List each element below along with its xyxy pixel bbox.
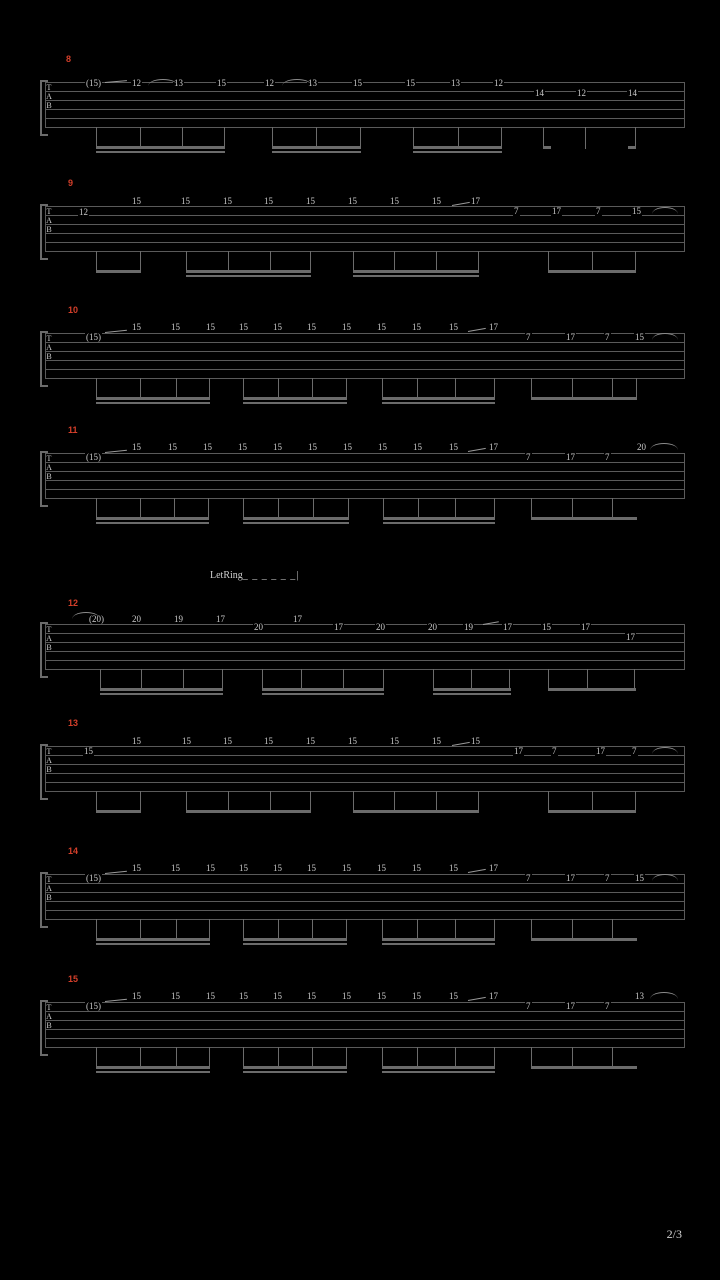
beam bbox=[548, 688, 636, 691]
fret-number: 12 bbox=[494, 78, 503, 88]
fret-number: 15 bbox=[343, 442, 352, 452]
fret-number: 15 bbox=[432, 196, 441, 206]
measure-number: 8 bbox=[66, 54, 72, 64]
beam bbox=[382, 1071, 495, 1073]
fret-number: 15 bbox=[632, 206, 641, 216]
tab-clef-b: B bbox=[46, 765, 52, 774]
tab-staff bbox=[45, 206, 685, 248]
fret-number: 15 bbox=[308, 442, 317, 452]
fret-number: 15 bbox=[471, 736, 480, 746]
staff-line bbox=[45, 651, 685, 652]
fret-number: 15 bbox=[412, 991, 421, 1001]
staff-line bbox=[45, 215, 685, 216]
beam bbox=[243, 397, 347, 400]
beam bbox=[243, 938, 347, 941]
measure-number: 9 bbox=[68, 178, 74, 188]
fret-number: 15 bbox=[264, 736, 273, 746]
fret-number: 14 bbox=[628, 88, 637, 98]
fret-number: 7 bbox=[605, 332, 610, 342]
tab-clef-b: B bbox=[46, 101, 52, 110]
tab-clef-a: A bbox=[46, 884, 52, 893]
tab-clef-a: A bbox=[46, 634, 52, 643]
tab-clef-b: B bbox=[46, 893, 52, 902]
staff-line bbox=[45, 910, 685, 911]
barline bbox=[684, 333, 685, 378]
slur bbox=[72, 612, 100, 619]
beam bbox=[96, 402, 210, 404]
fret-number: 12 bbox=[577, 88, 586, 98]
tab-staff bbox=[45, 746, 685, 788]
beam bbox=[548, 810, 636, 813]
staff-line bbox=[45, 764, 685, 765]
beam bbox=[96, 270, 141, 273]
fret-number: 19 bbox=[464, 622, 473, 632]
fret-number: (20) bbox=[89, 614, 104, 624]
slide-line bbox=[468, 328, 486, 332]
fret-number: 14 bbox=[535, 88, 544, 98]
tab-staff bbox=[45, 874, 685, 916]
fret-number: 20 bbox=[132, 614, 141, 624]
beam bbox=[272, 146, 361, 149]
fret-number: 15 bbox=[390, 196, 399, 206]
let-ring-dashes: _ _ _ _ _ _| bbox=[242, 570, 300, 581]
slur bbox=[148, 79, 178, 86]
fret-number: 12 bbox=[132, 78, 141, 88]
fret-number: 15 bbox=[449, 863, 458, 873]
beam bbox=[243, 402, 347, 404]
beam bbox=[262, 688, 384, 691]
fret-number: 17 bbox=[581, 622, 590, 632]
staff-line bbox=[45, 453, 685, 454]
staff-line bbox=[45, 633, 685, 634]
tab-clef-a: A bbox=[46, 343, 52, 352]
beam bbox=[382, 1066, 495, 1069]
measure-number: 13 bbox=[68, 718, 79, 728]
fret-number: 15 bbox=[353, 78, 362, 88]
beam bbox=[382, 402, 495, 404]
slide-line bbox=[468, 869, 486, 873]
fret-number: 17 bbox=[489, 991, 498, 1001]
fret-number: 20 bbox=[254, 622, 263, 632]
measure-number: 15 bbox=[68, 974, 79, 984]
tab-clef-b: B bbox=[46, 472, 52, 481]
staff-line bbox=[45, 892, 685, 893]
slur bbox=[650, 443, 678, 450]
fret-number: (15) bbox=[86, 1001, 101, 1011]
tab-staff bbox=[45, 333, 685, 375]
fret-number: 15 bbox=[432, 736, 441, 746]
fret-number: 15 bbox=[413, 442, 422, 452]
tab-clef-t: T bbox=[46, 747, 52, 756]
staff-line bbox=[45, 369, 685, 370]
fret-number: 13 bbox=[308, 78, 317, 88]
slur bbox=[652, 333, 678, 340]
fret-number: 15 bbox=[307, 991, 316, 1001]
fret-number: 15 bbox=[377, 863, 386, 873]
slur bbox=[652, 747, 678, 754]
tab-clef-b: B bbox=[46, 352, 52, 361]
staff-line bbox=[45, 100, 685, 101]
fret-number: (15) bbox=[86, 452, 101, 462]
beam bbox=[531, 938, 637, 941]
beam bbox=[243, 1066, 347, 1069]
fret-number: (15) bbox=[86, 78, 101, 88]
fret-number: 7 bbox=[596, 206, 601, 216]
fret-number: 7 bbox=[526, 332, 531, 342]
beam bbox=[531, 517, 637, 520]
tab-clef-b: B bbox=[46, 225, 52, 234]
fret-number: 17 bbox=[489, 442, 498, 452]
staff-line bbox=[45, 91, 685, 92]
beam bbox=[243, 517, 349, 520]
beam bbox=[353, 810, 479, 813]
fret-number: 15 bbox=[132, 322, 141, 332]
beam bbox=[243, 1071, 347, 1073]
fret-number: 15 bbox=[342, 991, 351, 1001]
beam bbox=[413, 151, 502, 153]
fret-number: 15 bbox=[132, 991, 141, 1001]
beam bbox=[272, 151, 361, 153]
fret-number: 7 bbox=[605, 452, 610, 462]
beam bbox=[531, 1066, 637, 1069]
staff-line bbox=[45, 874, 685, 875]
staff-line bbox=[45, 883, 685, 884]
beam bbox=[382, 938, 495, 941]
fret-number: 13 bbox=[635, 991, 644, 1001]
beam bbox=[433, 688, 511, 691]
tab-staff bbox=[45, 453, 685, 495]
staff-line bbox=[45, 1038, 685, 1039]
fret-number: 13 bbox=[451, 78, 460, 88]
tab-clef-t: T bbox=[46, 334, 52, 343]
fret-number: 15 bbox=[449, 442, 458, 452]
fret-number: 15 bbox=[273, 442, 282, 452]
staff-line bbox=[45, 773, 685, 774]
fret-number: 17 bbox=[489, 322, 498, 332]
fret-number: 15 bbox=[635, 873, 644, 883]
beam bbox=[628, 146, 636, 149]
fret-number: 15 bbox=[306, 736, 315, 746]
fret-number: 15 bbox=[168, 442, 177, 452]
fret-number: 20 bbox=[376, 622, 385, 632]
fret-number: 15 bbox=[171, 863, 180, 873]
beam bbox=[96, 943, 210, 945]
slur bbox=[652, 207, 678, 214]
slide-line bbox=[468, 448, 486, 452]
fret-number: 17 bbox=[552, 206, 561, 216]
fret-number: 15 bbox=[206, 863, 215, 873]
staff-line bbox=[45, 118, 685, 119]
fret-number: 15 bbox=[239, 991, 248, 1001]
tab-staff bbox=[45, 1002, 685, 1044]
beam bbox=[382, 943, 495, 945]
beam bbox=[413, 146, 502, 149]
staff-line bbox=[45, 242, 685, 243]
measure-number: 10 bbox=[68, 305, 79, 315]
fret-number: 15 bbox=[348, 736, 357, 746]
slur bbox=[650, 992, 678, 999]
fret-number: 17 bbox=[566, 873, 575, 883]
beam bbox=[383, 522, 495, 524]
barline bbox=[684, 1002, 685, 1047]
fret-number: 7 bbox=[526, 452, 531, 462]
tab-clef-a: A bbox=[46, 216, 52, 225]
fret-number: 15 bbox=[306, 196, 315, 206]
fret-number: 7 bbox=[526, 1001, 531, 1011]
fret-number: 7 bbox=[632, 746, 637, 756]
slur bbox=[282, 79, 312, 86]
beam bbox=[243, 943, 347, 945]
staff-line bbox=[45, 660, 685, 661]
staff-line bbox=[45, 206, 685, 207]
fret-number: 15 bbox=[132, 863, 141, 873]
beam bbox=[531, 397, 637, 400]
fret-number: 15 bbox=[378, 442, 387, 452]
fret-number: 17 bbox=[293, 614, 302, 624]
beam bbox=[543, 146, 551, 149]
fret-number: 15 bbox=[132, 196, 141, 206]
barline bbox=[684, 206, 685, 251]
fret-number: 15 bbox=[217, 78, 226, 88]
fret-number: 15 bbox=[203, 442, 212, 452]
measure-number: 14 bbox=[68, 846, 79, 856]
fret-number: 15 bbox=[342, 863, 351, 873]
let-ring-label bbox=[210, 570, 299, 581]
fret-number: 15 bbox=[206, 991, 215, 1001]
fret-number: 13 bbox=[174, 78, 183, 88]
tab-clef-t: T bbox=[46, 1003, 52, 1012]
fret-number: 15 bbox=[377, 991, 386, 1001]
note-stem bbox=[585, 127, 586, 149]
beam bbox=[382, 397, 495, 400]
beam bbox=[96, 151, 225, 153]
staff-line bbox=[45, 755, 685, 756]
staff-line bbox=[45, 782, 685, 783]
staff-line bbox=[45, 642, 685, 643]
staff-line bbox=[45, 360, 685, 361]
staff-line bbox=[45, 746, 685, 747]
beam bbox=[96, 810, 141, 813]
beam bbox=[353, 270, 479, 273]
staff-line bbox=[45, 1002, 685, 1003]
tab-clef-t: T bbox=[46, 207, 52, 216]
let-ring-text: LetRing bbox=[210, 570, 243, 581]
fret-number: 7 bbox=[514, 206, 519, 216]
staff-line bbox=[45, 462, 685, 463]
staff-line bbox=[45, 333, 685, 334]
staff-line bbox=[45, 378, 685, 379]
fret-number: 17 bbox=[566, 332, 575, 342]
staff-line bbox=[45, 351, 685, 352]
fret-number: 15 bbox=[406, 78, 415, 88]
tab-staff bbox=[45, 82, 685, 124]
fret-number: 7 bbox=[526, 873, 531, 883]
fret-number: 15 bbox=[342, 322, 351, 332]
fret-number: 17 bbox=[566, 452, 575, 462]
fret-number: 15 bbox=[171, 991, 180, 1001]
fret-number: 15 bbox=[239, 322, 248, 332]
beam bbox=[383, 517, 495, 520]
tab-clef-b: B bbox=[46, 1021, 52, 1030]
barline bbox=[684, 453, 685, 498]
fret-number: 15 bbox=[412, 322, 421, 332]
fret-number: 17 bbox=[596, 746, 605, 756]
fret-number: 15 bbox=[132, 442, 141, 452]
fret-number: 17 bbox=[566, 1001, 575, 1011]
beam bbox=[96, 1071, 210, 1073]
staff-line bbox=[45, 109, 685, 110]
measure-number: 11 bbox=[68, 425, 78, 435]
fret-number: 15 bbox=[181, 196, 190, 206]
fret-number: 12 bbox=[79, 207, 88, 217]
beam bbox=[100, 693, 223, 695]
fret-number: 15 bbox=[635, 332, 644, 342]
staff-line bbox=[45, 489, 685, 490]
fret-number: 15 bbox=[238, 442, 247, 452]
fret-number: 17 bbox=[334, 622, 343, 632]
fret-number: 15 bbox=[239, 863, 248, 873]
fret-number: 17 bbox=[514, 746, 523, 756]
page-number: 2/3 bbox=[666, 1227, 682, 1241]
fret-number: 20 bbox=[637, 442, 646, 452]
staff-line bbox=[45, 480, 685, 481]
barline bbox=[684, 82, 685, 127]
fret-number: 7 bbox=[552, 746, 557, 756]
beam bbox=[96, 1066, 210, 1069]
staff-line bbox=[45, 251, 685, 252]
tab-clef-a: A bbox=[46, 1012, 52, 1021]
fret-number: 15 bbox=[377, 322, 386, 332]
fret-number: 12 bbox=[265, 78, 274, 88]
beam bbox=[96, 146, 225, 149]
fret-number: 17 bbox=[626, 632, 635, 642]
fret-number: 15 bbox=[132, 736, 141, 746]
tab-clef-a: A bbox=[46, 92, 52, 101]
fret-number: 15 bbox=[348, 196, 357, 206]
beam bbox=[353, 275, 479, 277]
fret-number: 15 bbox=[542, 622, 551, 632]
fret-number: 15 bbox=[264, 196, 273, 206]
fret-number: 17 bbox=[216, 614, 225, 624]
tab-clef-t: T bbox=[46, 875, 52, 884]
barline bbox=[684, 746, 685, 791]
tab-clef-t: T bbox=[46, 83, 52, 92]
fret-number: 15 bbox=[449, 991, 458, 1001]
staff-line bbox=[45, 1029, 685, 1030]
fret-number: (15) bbox=[86, 873, 101, 883]
beam bbox=[186, 275, 311, 277]
beam bbox=[96, 397, 210, 400]
tab-clef-a: A bbox=[46, 756, 52, 765]
fret-number: 15 bbox=[206, 322, 215, 332]
fret-number: 15 bbox=[390, 736, 399, 746]
beam bbox=[96, 517, 209, 520]
beam bbox=[96, 938, 210, 941]
staff-line bbox=[45, 342, 685, 343]
fret-number: 15 bbox=[223, 736, 232, 746]
fret-number: 15 bbox=[84, 746, 93, 756]
beam bbox=[433, 693, 511, 695]
staff-line bbox=[45, 919, 685, 920]
fret-number: 15 bbox=[182, 736, 191, 746]
fret-number: 15 bbox=[273, 863, 282, 873]
fret-number: 17 bbox=[471, 196, 480, 206]
fret-number: 15 bbox=[273, 322, 282, 332]
tab-clef-b: B bbox=[46, 643, 52, 652]
fret-number: 20 bbox=[428, 622, 437, 632]
beam bbox=[96, 522, 209, 524]
fret-number: 15 bbox=[449, 322, 458, 332]
slur bbox=[652, 874, 678, 881]
staff-line bbox=[45, 233, 685, 234]
beam bbox=[100, 688, 223, 691]
fret-number: 15 bbox=[412, 863, 421, 873]
staff-line bbox=[45, 791, 685, 792]
fret-number: 15 bbox=[273, 991, 282, 1001]
fret-number: 15 bbox=[307, 863, 316, 873]
beam bbox=[548, 270, 636, 273]
tab-clef-t: T bbox=[46, 625, 52, 634]
staff-line bbox=[45, 498, 685, 499]
staff-line bbox=[45, 1047, 685, 1048]
fret-number: 7 bbox=[605, 873, 610, 883]
beam bbox=[243, 522, 349, 524]
fret-number: 7 bbox=[605, 1001, 610, 1011]
barline bbox=[684, 624, 685, 669]
staff-line bbox=[45, 1020, 685, 1021]
fret-number: (15) bbox=[86, 332, 101, 342]
measure-number: 12 bbox=[68, 598, 79, 608]
staff-line bbox=[45, 127, 685, 128]
staff-line bbox=[45, 471, 685, 472]
fret-number: 17 bbox=[503, 622, 512, 632]
beam bbox=[186, 270, 311, 273]
fret-number: 15 bbox=[171, 322, 180, 332]
staff-line bbox=[45, 1011, 685, 1012]
fret-number: 19 bbox=[174, 614, 183, 624]
barline bbox=[684, 874, 685, 919]
beam bbox=[186, 810, 311, 813]
staff-line bbox=[45, 224, 685, 225]
fret-number: 17 bbox=[489, 863, 498, 873]
fret-number: 15 bbox=[307, 322, 316, 332]
slide-line bbox=[468, 997, 486, 1001]
tab-clef-t: T bbox=[46, 454, 52, 463]
fret-number: 15 bbox=[223, 196, 232, 206]
beam bbox=[262, 693, 384, 695]
tab-clef-a: A bbox=[46, 463, 52, 472]
staff-line bbox=[45, 901, 685, 902]
